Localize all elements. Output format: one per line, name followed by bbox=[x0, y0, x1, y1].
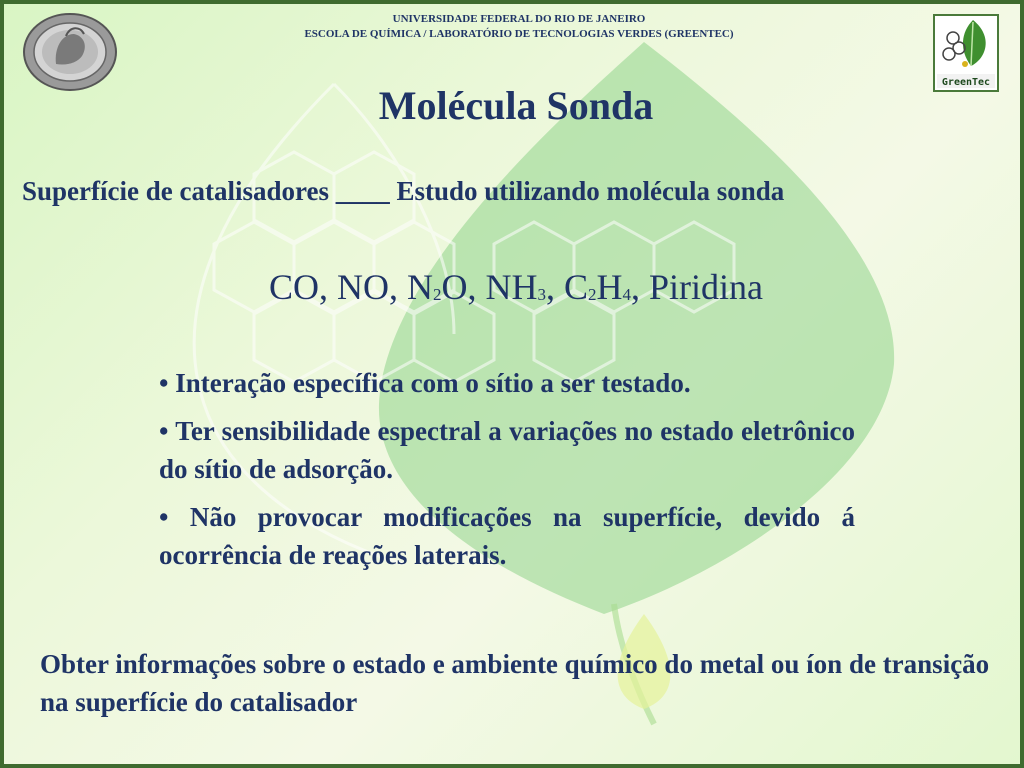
university-seal-icon bbox=[22, 12, 118, 92]
formula-sub-h4: 4 bbox=[622, 285, 632, 304]
probe-molecules-formula bbox=[4, 266, 1024, 308]
list-item: • Não provocar modificações na superfície, devido á ocorrência de reações laterais. bbox=[159, 502, 855, 570]
formula-part-h: H bbox=[596, 267, 623, 307]
list-item: • Ter sensibilidade espectral a variações no estado eletrônico do sítio de adsorção. bbox=[159, 416, 855, 484]
formula-sub-n2o: 2 bbox=[433, 285, 442, 304]
formula-part-o-nh: O, NH bbox=[441, 267, 538, 307]
institution-header bbox=[184, 12, 854, 42]
formula-sub-nh3: 3 bbox=[537, 285, 546, 304]
list-item: • Interação específica com o sítio a ser testado. bbox=[159, 368, 691, 398]
formula-part-c: , C bbox=[546, 267, 589, 307]
slide-subtitle: Superfície de catalisadores ____ Estudo utilizando molécula sonda bbox=[22, 176, 785, 206]
greentec-logo-label: GreenTec bbox=[941, 77, 991, 88]
header-line-school: ESCOLA DE QUÍMICA / LABORATÓRIO DE TECNOLOGIAS VERDES (GREENTEC) bbox=[304, 28, 734, 40]
formula-sub-c2: 2 bbox=[588, 285, 597, 304]
formula-part-piridina: , Piridina bbox=[631, 267, 764, 307]
requirements-list bbox=[159, 364, 855, 584]
slide-title: Molécula Sonda bbox=[378, 83, 654, 128]
conclusion-text: Obter informações sobre o estado e ambiente químico do metal ou íon de transição na superfície do catalisador bbox=[40, 649, 990, 717]
greentec-logo-icon bbox=[933, 14, 999, 92]
formula-part-co-no-n: CO, NO, N bbox=[268, 267, 433, 307]
header-line-university: UNIVERSIDADE FEDERAL DO RIO DE JANEIRO bbox=[392, 13, 646, 25]
